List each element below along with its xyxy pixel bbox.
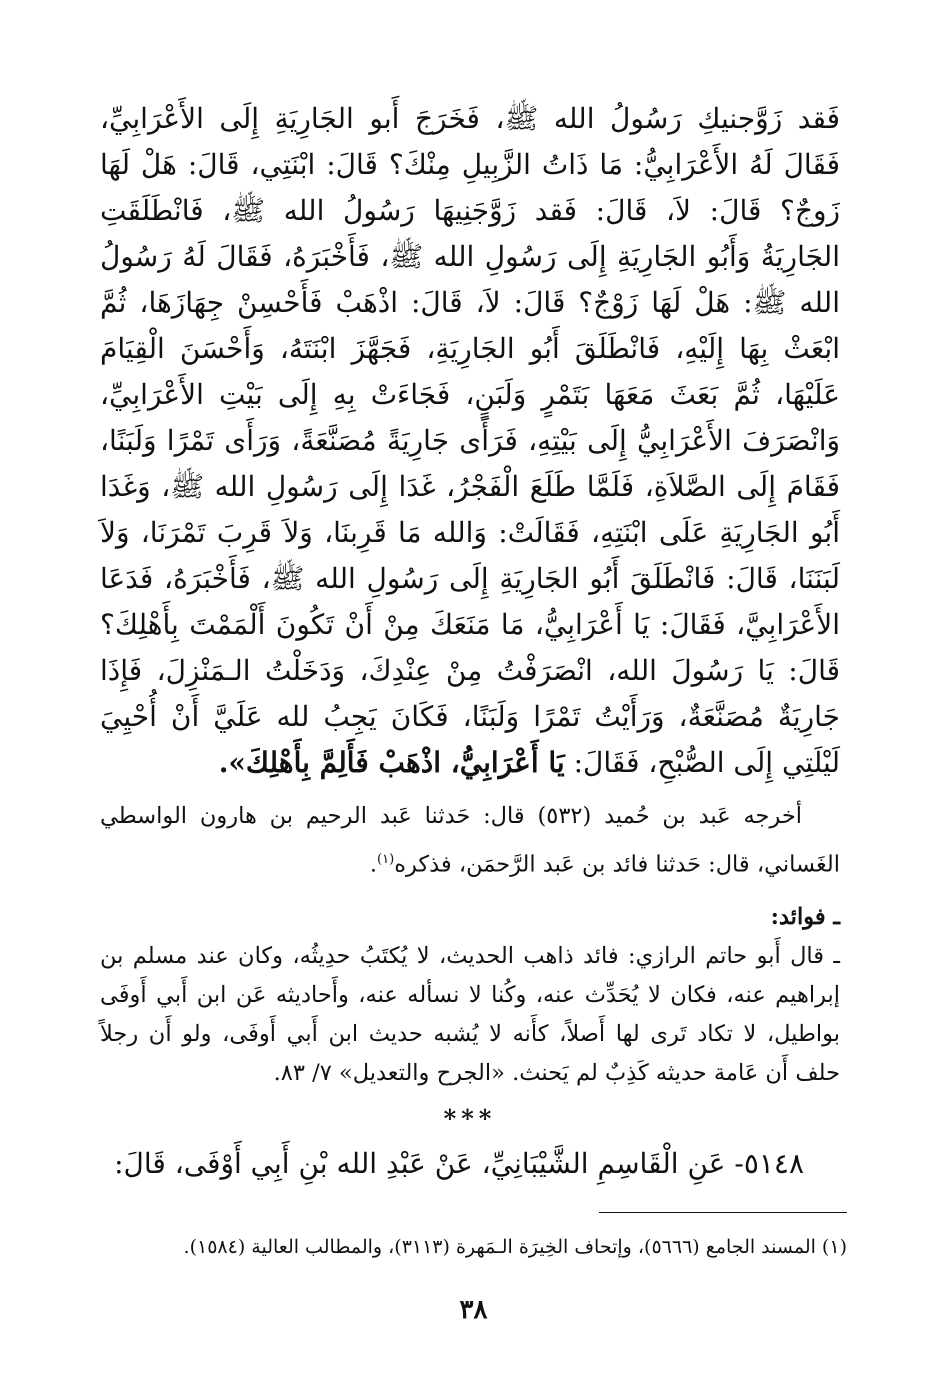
next-hadith-heading: ٥١٤٨- عَنِ الْقَاسِمِ الشَّيْبَانِيِّ، عَنْ عَبْدِ الله بْنِ أَبِي أَوْفَى، قَالَ: (114, 1146, 804, 1180)
page-body (100, 96, 840, 1316)
fawaid-paragraph: ـ قال أَبو حاتم الرازي: فائد ذاهب الحديث، لا يُكتَبُ حدِيثُه، وكان عند مسلم بن إبراهيم عنه، فكان لا يُحَدِّث عنه، وكُنا لا نسأله عنه، وأَحاديثه عَن ابن أَبي أَوفَى بواطيل، لا تكاد تَرى لها أَصلاً، كأَنه لا يُشبه حديث ابن أَبي أَوفَى، ولو أَن رجلاً حلف أَن عَامة حديثه كَذِبٌ لم يَحنث. «الجرح والتعديل» ٧/ ٨٣. (100, 942, 840, 1086)
fawaid-heading: ـ فوائد: (770, 903, 840, 930)
footnote-reference: (١) (377, 852, 395, 867)
takhrij-end: . (369, 851, 378, 878)
section-separator: *** (443, 1103, 497, 1133)
footnote-divider (599, 1212, 847, 1213)
hadith-text (100, 96, 840, 786)
hadith-main: فَقد زَوَّجنيكِ رَسُولُ الله ﷺ، فَخَرَجَ أَبو الجَارِيَةِ إِلَى الأَعْرَابِيِّ، فَقَالَ لَهُ الأَعْرَابِيُّ: مَا ذَاتُ الزَّبِيلِ مِنْكَ؟ قَالَ: ابْنَتِي، قَالَ: هَلْ لَهَا زَوجٌ؟ قَالَ: لاَ، قَالَ: فَقد زَوَّجَنِيهَا رَسُولُ الله ﷺ، فَانْطَلَقَتِ الجَارِيَةُ وَأَبُو الجَارِيَةِ إِلَى رَسُولِ الله ﷺ، فَأَخْبَرَهُ، فَقَالَ لَهُ رَسُولُ الله ﷺ: هَلْ لَهَا زَوْجٌ؟ قَالَ: لاَ، قَالَ: اذْهَبْ فَأَحْسِنْ جِهَازَهَا، ثُمَّ ابْعَثْ بِهَا إِلَيْهِ، فَانْطَلَقَ أَبُو الجَارِيَةِ، فَجَهَّزَ ابْنَتَهُ، وَأَحْسَنَ الْقِيَامَ عَلَيْهَا، ثُمَّ بَعَثَ مَعَهَا بَتَمْرٍ وَلَبَنٍ، فَجَاءَتْ بِهِ إِلَى بَيْتِ الأَعْرَابِيِّ، وَانْصَرَفَ الأَعْرَابِيُّ إِلَى بَيْتِهِ، فَرَأَى جَارِيَةً مُصَنَّعَةً، وَرَأَى تَمْرًا وَلَبَنًا، فَقَامَ إِلَى الصَّلاَةِ، فَلَمَّا طَلَعَ الْفَجْرُ، غَدَا إِلَى رَسُولِ الله ﷺ، وَغَدَا أَبُو الجَارِيَةِ عَلَى ابْنَتِهِ، فَقَالَتْ: وَالله مَا قَرِبنَا، وَلاَ قَرِبَ تَمْرَنَا، وَلاَ لَبَنَنَا، قَالَ: فَانْطَلَقَ أَبُو الجَارِيَةِ إِلَى رَسُولِ الله ﷺ، فَأَخْبَرَهُ، فَدَعَا الأَعْرَابِيَّ، فَقَالَ: يَا أَعْرَابِيُّ، مَا مَنَعَكَ مِنْ أَنْ تَكُونَ أَلْمَمْتَ بِأَهْلِكَ؟ قَالَ: يَا رَسُولَ الله، انْصَرَفْتُ مِنْ عِنْدِكَ، وَدَخَلْتُ الـمَنْزِلَ، فَإِذَا جَارِيَةٌ مُصَنَّعَةٌ، وَرَأَيْتُ تَمْرًا وَلَبَنًا، فَكَانَ يَجِبُ لله عَلَيَّ أَنْ أُحْيِيَ لَيْلَتِي إِلَى الصُّبْحِ، فَقَالَ: (100, 102, 841, 779)
page-number: ٣٨ (459, 1295, 488, 1325)
hadith-closing: يَا أَعْرَابِيُّ، اذْهَبْ فَأَلِمَّ بِأَهْلِكَ». (218, 746, 565, 779)
takhrij-paragraph (100, 794, 840, 887)
takhrij-text: أخرجه عَبد بن حُميد (٥٣٢) قال: حَدثنا عَبد الرحيم بن هارون الواسطي الغَساني، قال: حَدثنا فائد بن عَبد الرَّحمَن، فذكره (100, 803, 840, 878)
footnote: (١) المسند الجامع (٥٦٦٦)، وإتحاف الخِيرَة الـمَهرة (٣١١٣)، والمطالب العالية (١٥٨٤). (183, 1236, 847, 1258)
